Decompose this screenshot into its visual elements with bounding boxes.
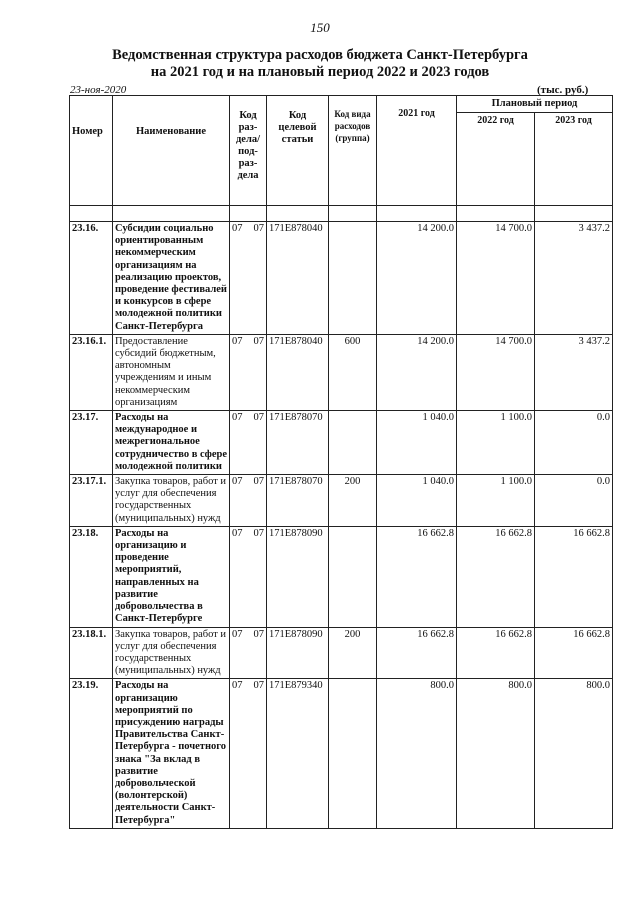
row-value-2023: 800.0: [535, 679, 613, 828]
header-2022: 2022 год: [457, 113, 535, 206]
page-number: 150: [310, 20, 330, 35]
row-number: 23.17.1.: [70, 475, 113, 527]
row-value-2021: 14 200.0: [377, 334, 457, 410]
row-number: 23.16.1.: [70, 334, 113, 410]
spacer-cell: [377, 206, 457, 222]
row-value-2023: 16 662.8: [535, 526, 613, 627]
row-value-2021: 16 662.8: [377, 526, 457, 627]
row-expense-type: [329, 222, 377, 335]
subsection-code: 07: [253, 476, 264, 488]
row-section-code: [230, 679, 267, 828]
row-name: Расходы на организацию и проведение мероприятий, направленных на развитие добровольчества в Санкт-Петербурге: [113, 526, 230, 627]
spacer-cell: [457, 206, 535, 222]
section-code: 07: [232, 335, 243, 347]
row-value-2022: 1 100.0: [457, 475, 535, 527]
row-target-code: 171E878090: [267, 526, 329, 627]
units-label: (тыс. руб.): [537, 84, 589, 96]
row-value-2022: 16 662.8: [457, 627, 535, 679]
subsection-code: 07: [253, 223, 264, 234]
row-section-code: [230, 411, 267, 475]
subsection-code: 07: [253, 628, 264, 640]
table-spacer-row: [70, 206, 613, 222]
budget-table: [69, 95, 613, 829]
row-expense-type: 600: [329, 334, 377, 410]
row-expense-type: [329, 411, 377, 475]
subsection-code: 07: [253, 680, 264, 692]
document-title: [0, 47, 640, 81]
row-name: Закупка товаров, работ и услуг для обеспечения государственных (муниципальных) нужд: [113, 627, 230, 679]
table-row: [70, 627, 613, 679]
row-section-code: [230, 475, 267, 527]
row-name: Расходы на организацию мероприятий по присуждению награды Правительства Санкт-Петербурга - почетного знака "За вклад в развитие добровольческой (волонтерской) деятельности Санкт-Петербурга": [113, 679, 230, 828]
row-value-2023: 16 662.8: [535, 627, 613, 679]
row-value-2021: 1 040.0: [377, 411, 457, 475]
row-section-code: [230, 526, 267, 627]
row-expense-type: [329, 679, 377, 828]
row-target-code: 171E878070: [267, 475, 329, 527]
spacer-cell: [70, 206, 113, 222]
row-number: 23.18.1.: [70, 627, 113, 679]
title-line-1: Ведомственная структура расходов бюджета Санкт-Петербурга: [112, 47, 528, 63]
row-name: Предоставление субсидий бюджетным, автономным учреждениям и иным некоммерческим организациям: [113, 334, 230, 410]
section-code: 07: [232, 527, 243, 539]
row-number: 23.19.: [70, 679, 113, 828]
row-value-2023: 3 437.2: [535, 222, 613, 335]
spacer-cell: [329, 206, 377, 222]
row-number: 23.16.: [70, 222, 113, 335]
row-section-code: [230, 334, 267, 410]
row-section-code: [230, 627, 267, 679]
row-value-2022: 14 700.0: [457, 334, 535, 410]
row-number: 23.18.: [70, 526, 113, 627]
header-expense-type: Код вида расходов (группа): [329, 96, 377, 206]
section-code: 07: [232, 476, 243, 488]
row-target-code: 171E878040: [267, 222, 329, 335]
row-expense-type: 200: [329, 475, 377, 527]
row-target-code: 171E878040: [267, 334, 329, 410]
subsection-code: 07: [253, 335, 264, 347]
table-body: [70, 206, 613, 829]
section-code: 07: [232, 223, 243, 234]
row-name: Закупка товаров, работ и услуг для обеспечения государственных (муниципальных) нужд: [113, 475, 230, 527]
row-target-code: 171E879340: [267, 679, 329, 828]
table-row: [70, 475, 613, 527]
spacer-cell: [267, 206, 329, 222]
row-expense-type: 200: [329, 627, 377, 679]
row-value-2022: 14 700.0: [457, 222, 535, 335]
row-value-2021: 800.0: [377, 679, 457, 828]
row-value-2021: 16 662.8: [377, 627, 457, 679]
section-code: 07: [232, 680, 243, 692]
table-row: [70, 334, 613, 410]
row-value-2021: 14 200.0: [377, 222, 457, 335]
table-row: [70, 526, 613, 627]
document-date: 23-ноя-2020: [70, 84, 127, 96]
table-row: [70, 222, 613, 335]
row-expense-type: [329, 526, 377, 627]
subsection-code: 07: [253, 412, 264, 424]
subsection-code: 07: [253, 527, 264, 539]
row-value-2022: 800.0: [457, 679, 535, 828]
spacer-cell: [230, 206, 267, 222]
row-value-2023: 3 437.2: [535, 334, 613, 410]
header-target-code: Код целевой статьи: [267, 96, 329, 206]
row-target-code: 171E878070: [267, 411, 329, 475]
header-section-code: Код раз-дела/ под-раз-дела: [230, 96, 267, 206]
row-value-2023: 0.0: [535, 411, 613, 475]
row-value-2023: 0.0: [535, 475, 613, 527]
row-target-code: 171E878090: [267, 627, 329, 679]
spacer-cell: [113, 206, 230, 222]
header-number: Номер: [70, 96, 113, 206]
table-row: [70, 679, 613, 828]
row-value-2022: 16 662.8: [457, 526, 535, 627]
title-line-2: на 2021 год и на плановый период 2022 и 2023 годов: [150, 64, 490, 80]
row-name: Субсидии социально ориентированным некоммерческим организациям на реализацию проектов, проведение фестивалей и конкурсов в сфере молодежной политики Санкт-Петербурга: [113, 222, 230, 335]
spacer-cell: [535, 206, 613, 222]
row-section-code: [230, 222, 267, 335]
header-2023: 2023 год: [535, 113, 613, 206]
header-2021: 2021 год: [377, 96, 457, 206]
row-value-2022: 1 100.0: [457, 411, 535, 475]
table-row: [70, 411, 613, 475]
header-name: Наименование: [113, 96, 230, 206]
row-value-2021: 1 040.0: [377, 475, 457, 527]
section-code: 07: [232, 628, 243, 640]
header-planned-period: Плановый период: [457, 96, 613, 113]
section-code: 07: [232, 412, 243, 424]
row-number: 23.17.: [70, 411, 113, 475]
row-name: Расходы на международное и межрегиональное сотрудничество в сфере молодежной политики: [113, 411, 230, 475]
